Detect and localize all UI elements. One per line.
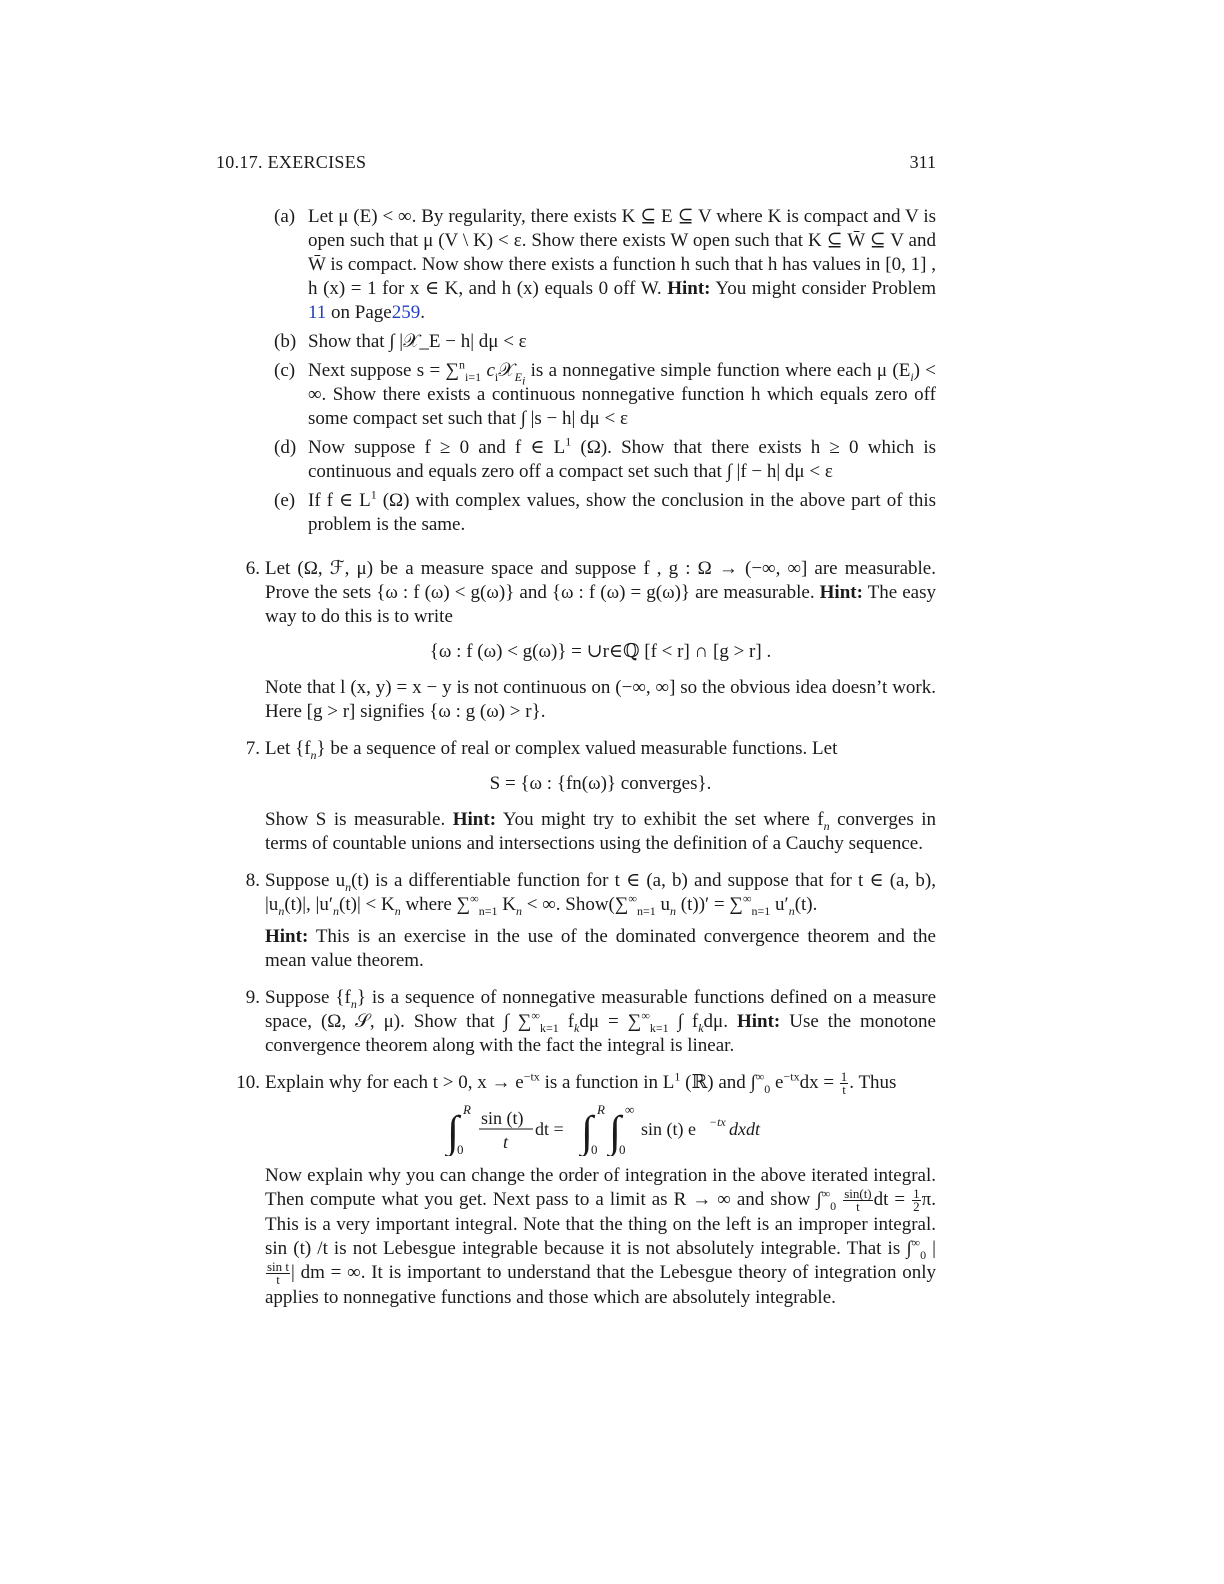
exercise-number: 10. [236,1072,260,1093]
exercise-text: converges in terms of countable unions and intersections using the definition of a Cauchy sequence. [265,809,937,854]
fraction-one-half [912,1188,921,1213]
exercise-text: . Thus [849,1072,897,1093]
fraction-denominator: t [856,1199,860,1215]
exercise-number: 9. [245,987,260,1008]
exercise-text: The easy way to do this is to write [265,582,936,627]
part-label: (e) [274,490,296,511]
part-label: (b) [274,331,297,352]
fraction-numerator: sin (t) [480,1108,523,1129]
exercise-text: This is an exercise in the use of the dominated convergence theorem and the mean value theorem. [265,926,936,971]
lower-limit: 0 [618,1142,625,1157]
display-equation: {ω : f (ω) < g(ω)} = ∪r∈ℚ [f < r] ∩ [g > r] . [429,641,772,662]
exercise-part-a [216,205,936,325]
exercise-text: < ∞. Show(∑ [526,894,629,915]
exercise-text: (t)|, |u′ [284,894,334,915]
exercise-text: f [567,1011,575,1032]
part-e-text: If f ∈ L [308,490,371,511]
exercise-text: (ℝ) and ∫ [685,1072,756,1093]
sum-upper: n [459,357,466,372]
fraction-numerator: 1 [840,1069,848,1085]
sum-lower: i=1 [465,369,482,384]
lower-limit: 0 [456,1142,463,1157]
hint-label: Hint: [736,1011,781,1032]
exercise-text: (t)| < K [339,894,395,915]
exercise-6 [216,557,936,724]
exercise-number: 8. [245,870,260,891]
hint-label: Hint: [667,278,711,299]
part-a-hint-text: You might consider Problem [715,278,937,299]
exercise-8: 8. Suppose $u_n(t)$ is a differentiable function for t ∈ (a, b) and suppose that for t ∈ (a, b), $|u_n(t)|$, $|u'_n(t)| < K_n$ where $\sum^\infty_{n=1}$ $K_n$ < ∞. $Show(\sum^\infty_{n=1}$ $u_n$ $(t))' = \sum^\infty_{n=1}$ $u'_n(t)$. Hint: This is an exercise in the use of the dominated convergence theorem and the mean value theorem. [245,870,936,971]
lower-limit: 0 [590,1142,597,1157]
exercise-text: Let (Ω, ℱ, μ) be a measure space and suppose f , g : Ω → (−∞, ∞] are measurable. Prove the sets {ω : f (ω) < g(ω)} and {ω : f (ω) = g(ω)} are measurable. [265,558,936,603]
part-a-text: Let μ (E) < ∞. By regularity, there exists K ⊆ E ⊆ V where K is compact and V is open such that μ (V \ K) < ε. Show there exists W open such that K ⊆ W̄ ⊆ V and W̄ is compact. Now show there exists a function h such that h has values in [0, 1] , h (x) = 1 for x ∈ K, and h (x) equals 0 off W. [308,206,936,299]
integral-sign: ∫ [608,1107,621,1157]
exercise-part-c: (c) Next suppose s = ∑$^n_{i=1}$ $c_i𝒳_{E_i}$ is a nonnegative simple function where each μ $(E_i)$ < ∞. Show there exists a continuous nonnegative function h which equals zero off some compact set such that ∫ |s − h| dμ < ε [274,357,937,429]
integral-sign: ∫ [580,1107,593,1157]
part-d-text: (Ω). Show that there exists h ≥ 0 which is continuous and equals zero off a compact set such that ∫ |f − h| dμ < ε [308,437,937,482]
exercise-10: 10. Explain why for each t > 0, $x \to e^{-tx}$ is a function in $L^1$ (ℝ) and $\int^\infty_0$ $e^{-tx}dx$ = $\frac{1}{t}$ . Thus ∫ R 0 sin (t) t dt = ∫ R 0 ∫ ∞ 0 sin (t) e −tx dxdt Now explain why you can change the order of integration in the above iterated integral. Then compute what you get. Next pass to a limit as R → ∞ and show $\int^\infty_0$ $\frac{\sin(t)}{t}$ dt = $\frac{1}{2}$ π. This is a very important integral. Note that the thing on the left is an improper integral. sin (t) /t is not Lebesgue integrable because it is not absolutely integrable. That is $\int^\infty_0$ | $\frac{\text{sin t}}{t}$ | dm = ∞. It is important to understand that the Lebesgue theory of integration only applies to nonnegative functions and those which are absolutely integrable. [236,1069,937,1309]
exercise-text: ∫ f [677,1011,699,1032]
display-equation: S = {ω : {fn(ω)} converges}. [489,773,712,794]
display-integral [265,1104,936,1156]
differential: dxdt [728,1119,760,1140]
part-e-text: (Ω) with complex values, show the conclusion in the above part of this problem is the same. [308,490,936,535]
exercise-text: dμ = ∑ [579,1011,642,1032]
exercise-text: Now explain why you can change the order of integration in the above iterated integral. Then compute what you get. Next pass to a limit as R → ∞ and show ∫ [265,1165,936,1211]
exercise-text: dμ. [703,1011,728,1032]
hint-label: Hint: [452,809,497,830]
part-c-text: Next suppose s = ∑ [308,360,460,381]
exercise-number: 7. [245,738,260,759]
fraction-sin-t-over-t [843,1188,872,1213]
exercise-text: u [660,894,671,915]
fraction-numerator: 1 [913,1186,920,1202]
fraction-denominator: t [842,1082,846,1098]
exercise-text: (t))′ = ∑ [680,894,743,915]
exercise-text: (t) is a differentiable function for t ∈ (a, b) and suppose that for t ∈ (a, b), |u [265,870,936,915]
part-label: (d) [274,437,297,458]
exercise-text: dx = [799,1072,835,1093]
exercise-text: where ∑ [405,894,471,915]
exercise-text: Show S is measurable. [265,809,446,830]
exponent: −tx [523,1069,540,1084]
page-body [216,205,936,1310]
exercise-text: is a function in L [544,1072,675,1093]
page-number: 311 [909,152,936,172]
dt-equals: dt = [534,1119,564,1140]
period: . [420,302,425,323]
exercise-part-b [216,330,936,354]
exercise-text: K [502,894,516,915]
exercise-text: π. This is a very important integral. Note that the thing on the left is an improper integral. sin (t) /t is not Lebesgue integrable because it is not absolutely integrable. That is ∫ [265,1189,937,1260]
exercise-9: 9. Suppose $\{f_n\}$ is a sequence of nonnegative measurable functions defined on a measure space, (Ω, 𝒮, μ). Show that ∫ $\sum^\infty_{k=1}$ $f_kd\mu = \sum^\infty_{k=1}$ ∫ $f_kd\mu$. Hint: Use the monotone convergence theorem along with the fact the integral is linear. [245,987,937,1056]
exercise-text: Use the monotone convergence theorem along with the fact the integral is linear. [265,1011,936,1056]
page-header [216,150,936,174]
fraction-denominator: t [276,1272,280,1288]
running-head: 10.17. EXERCISES [216,152,367,172]
exercise-text: Explain why for each t > 0, x → e [265,1072,524,1093]
page-link[interactable]: 259 [391,302,421,323]
problem-link[interactable]: 11 [308,302,327,323]
fraction-sint-over-t [266,1261,290,1286]
exercise-text: Suppose u [265,870,346,891]
exercise-text: You might try to exhibit the set where f [502,809,824,830]
coef-c: c [486,360,495,381]
part-a-on-page: on Page [331,302,392,323]
exercise-text: (t). [794,894,818,915]
exercise-part-e: (e) If f ∈ $L^1$ (Ω) with complex values, show the conclusion in the above part of this problem is the same. [274,487,936,535]
exponent: −tx [708,1115,726,1130]
exercise-text: dt = [873,1189,906,1211]
exercise-part-d: (d) Now suppose f ≥ 0 and f ∈ $L^1$ (Ω). Show that there exists h ≥ 0 which is continuous and equals zero off a compact set such that ∫ |f − h| dμ < ε [274,434,937,482]
fraction-numerator: sin t [267,1259,290,1275]
part-label: (c) [274,360,296,381]
part-label: (a) [274,206,296,227]
upper-limit: R [462,1104,471,1118]
part-c-text: is a nonnegative simple function where each μ (E [530,360,911,381]
hint-label: Hint: [265,926,309,947]
exercise-text: Note that l (x, y) = x − y is not continuous on (−∞, ∞] so the obvious idea doesn’t work. Here [g > r] signifies {ω : g (ω) > r}. [265,677,936,722]
fraction-denominator: 2 [913,1199,920,1215]
upper-limit: R [596,1104,605,1118]
exercise-text: u′ [775,894,789,915]
integral-sign: ∫ [446,1107,459,1157]
part-c-text: ) < ∞. Show there exists a continuous nonnegative function h which equals zero off some compact set such that ∫ |s − h| dμ < ε [308,360,937,429]
indicator-symbol: 𝒳 [498,360,515,381]
fraction-numerator: sin(t) [844,1186,872,1202]
upper-limit: ∞ [624,1104,634,1118]
part-d-text: Now suppose f ≥ 0 and f ∈ L [308,437,566,458]
hint-label: Hint: [819,582,863,603]
exercise-text: e [775,1072,784,1093]
exercise-text: Let {f [265,738,311,759]
exercise-7: 7. Let $\{f_n\}$ be a sequence of real or complex valued measurable functions. Let S = {ω : {fn(ω)} converges}. Show S is measurable. Hint: You might try to exhibit the set where $f_n$ converges in terms of countable unions and intersections using the definition of a Cauchy sequence. [245,738,937,854]
iterated-integral-equation [441,1104,761,1156]
exercise-text: } be a sequence of real or complex valued measurable functions. Let [316,738,838,759]
exercise-text: Suppose {f [265,987,351,1008]
exercise-text: } is a sequence of nonnegative measurable functions defined on a measure space, (Ω, 𝒮, μ). Show that ∫ ∑ [265,987,937,1032]
part-b-text: Show that ∫ |𝒳_E − h| dμ < ε [308,331,527,352]
exercise-text: dm = ∞. It is important to understand that the Lebesgue theory of integration only applies to nonnegative functions and those which are absolutely integrable. [265,1262,936,1309]
fraction-denominator: t [502,1132,508,1153]
integrand: sin (t) e [640,1119,696,1140]
exercise-number: 6. [245,558,260,579]
fraction-one-over-t [840,1071,849,1096]
